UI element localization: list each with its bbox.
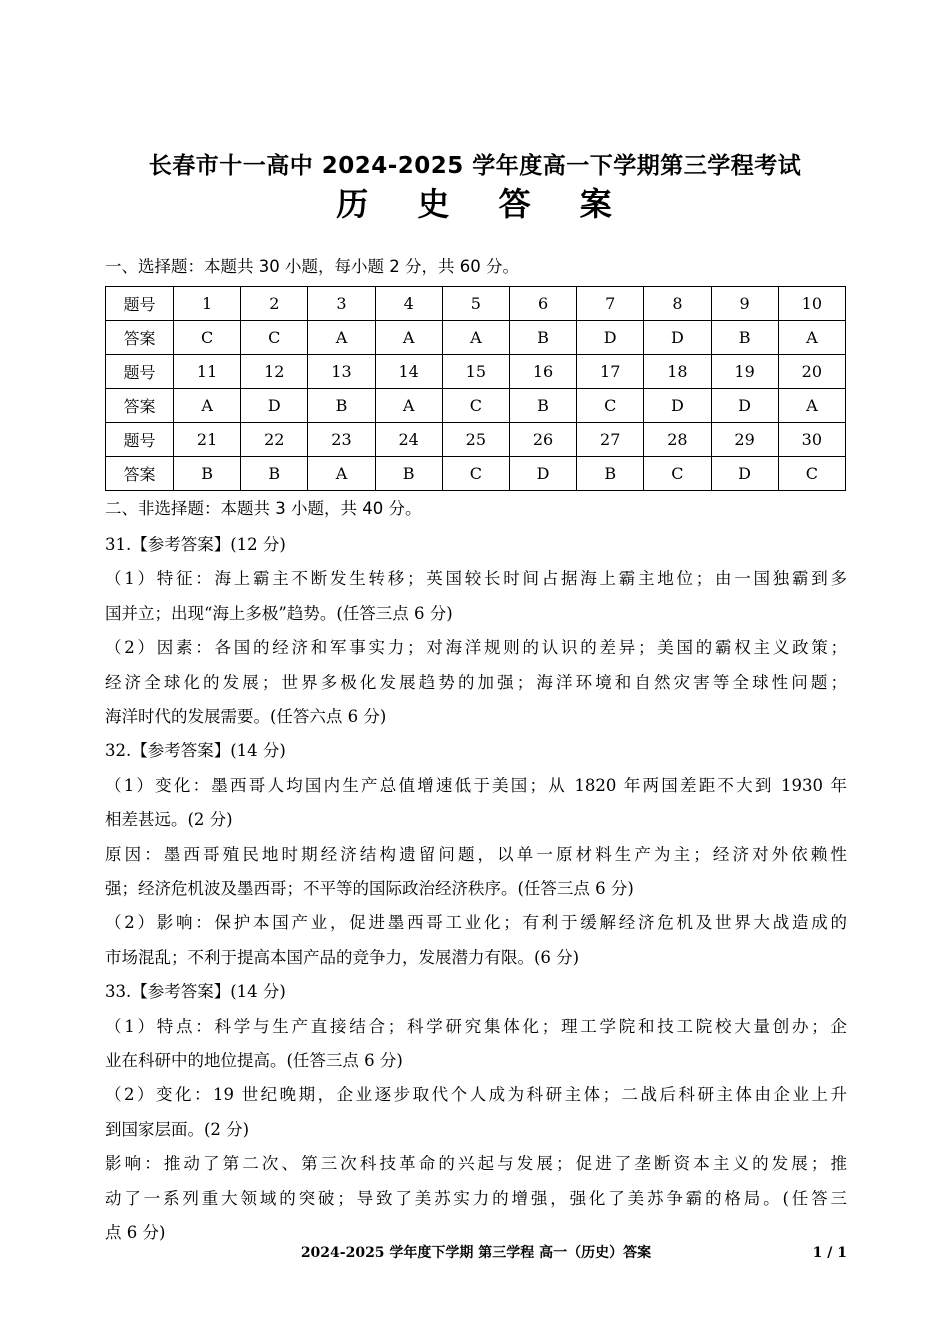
answer-cell: C <box>644 457 711 491</box>
question-number-cell: 28 <box>644 423 711 457</box>
subject-answer-title: 历 史 答 案 <box>336 185 614 223</box>
answer-text-line: 国并立；出现“海上多极”趋势。(任答三点 6 分) <box>105 603 453 623</box>
answer-cell: A <box>778 389 845 423</box>
answer-text-line: 到国家层面。(2 分) <box>105 1119 250 1139</box>
question-number-cell: 8 <box>644 287 711 321</box>
answer-cell: A <box>778 321 845 355</box>
question-number-cell: 14 <box>375 355 442 389</box>
answer-cell: D <box>644 389 711 423</box>
answer-text-line: 点 6 分) <box>105 1222 166 1242</box>
question-number-cell: 1 <box>174 287 241 321</box>
page-footer <box>105 1240 847 1266</box>
answer-cell: D <box>711 389 778 423</box>
question-number-cell: 30 <box>778 423 845 457</box>
answer-row <box>106 389 846 423</box>
multiple-choice-answer-table <box>105 286 846 491</box>
answer-text-line: 31.【参考答案】(12 分) <box>105 535 286 554</box>
answer-cell: D <box>509 457 576 491</box>
question-number-cell: 19 <box>711 355 778 389</box>
answer-text-line: 影响：推动了第二次、第三次科技革命的兴起与发展；促进了垄断资本主义的发展；推 <box>105 1154 847 1174</box>
answer-cell: C <box>442 389 509 423</box>
answer-cell: A <box>375 389 442 423</box>
question-number-cell: 16 <box>509 355 576 389</box>
answer-cell: A <box>308 321 375 355</box>
answer-text-line: （1）特点：科学与生产直接结合；科学研究集体化；理工学院和技工院校大量创办；企 <box>105 1016 847 1036</box>
question-number-cell: 26 <box>509 423 576 457</box>
question-number-cell: 5 <box>442 287 509 321</box>
question-number-cell: 12 <box>241 355 308 389</box>
question-number-cell: 7 <box>577 287 644 321</box>
answer-cell: D <box>711 457 778 491</box>
question-number-row <box>106 423 846 457</box>
answer-cell: B <box>509 389 576 423</box>
question-number-cell: 3 <box>308 287 375 321</box>
answer-text-line: （2）影响：保护本国产业，促进墨西哥工业化；有利于缓解经济危机及世界大战造成的 <box>105 913 847 933</box>
answer-text-line: 经济全球化的发展；世界多极化发展趋势的加强；海洋环境和自然灾害等全球性问题； <box>105 672 847 692</box>
answer-cell: D <box>241 389 308 423</box>
page-number: 1 / 1 <box>812 1245 847 1261</box>
question-number-cell: 2 <box>241 287 308 321</box>
answer-text-line: 业在科研中的地位提高。(任答三点 6 分) <box>105 1050 403 1070</box>
question-number-cell: 27 <box>577 423 644 457</box>
question-number-cell: 6 <box>509 287 576 321</box>
answer-cell: A <box>174 389 241 423</box>
answer-text-line: （2）变化：19 世纪晚期，企业逐步取代个人成为科研主体；二战后科研主体由企业上升 <box>105 1085 847 1105</box>
exam-title: 长春市十一高中 2024-2025 学年度高一下学期第三学程考试 <box>148 153 802 179</box>
question-number-cell: 21 <box>174 423 241 457</box>
row-label-question-number: 题号 <box>106 423 174 457</box>
question-number-cell: 17 <box>577 355 644 389</box>
answer-cell: D <box>577 321 644 355</box>
answer-cell: A <box>375 321 442 355</box>
row-label-answer: 答案 <box>106 457 174 491</box>
question-number-cell: 24 <box>375 423 442 457</box>
question-number-cell: 9 <box>711 287 778 321</box>
answer-cell: B <box>509 321 576 355</box>
question-number-cell: 11 <box>174 355 241 389</box>
row-label-question-number: 题号 <box>106 287 174 321</box>
answer-cell: B <box>174 457 241 491</box>
answer-text-line: 原因：墨西哥殖民地时期经济结构遗留问题，以单一原材料生产为主；经济对外依赖性 <box>105 844 847 864</box>
row-label-answer: 答案 <box>106 389 174 423</box>
answer-text-line: 市场混乱；不利于提高本国产品的竞争力，发展潜力有限。(6 分) <box>105 947 580 967</box>
answer-text-line: 33.【参考答案】(14 分) <box>105 982 286 1002</box>
footer-caption: 2024-2025 学年度下学期 第三学程 高一（历史）答案 <box>300 1245 652 1261</box>
question-number-cell: 22 <box>241 423 308 457</box>
answer-cell: B <box>241 457 308 491</box>
answer-cell: C <box>241 321 308 355</box>
answer-cell: C <box>174 321 241 355</box>
section-2-heading: 二、非选择题：本题共 3 小题，共 40 分。 <box>105 499 422 518</box>
question-number-cell: 29 <box>711 423 778 457</box>
answer-text-line: （2）因素：各国的经济和军事实力；对海洋规则的认识的差异；美国的霸权主义政策； <box>105 638 847 658</box>
answer-text-line: 海洋时代的发展需要。(任答六点 6 分) <box>105 706 387 726</box>
answer-text-line: 32.【参考答案】(14 分) <box>105 741 286 761</box>
question-number-cell: 15 <box>442 355 509 389</box>
question-number-cell: 18 <box>644 355 711 389</box>
question-number-cell: 13 <box>308 355 375 389</box>
answer-text-line: 相差甚远。(2 分) <box>105 810 233 830</box>
section-1-heading: 一、选择题：本题共 30 小题，每小题 2 分，共 60 分。 <box>105 257 519 276</box>
answer-cell: B <box>308 389 375 423</box>
answer-text-line: 强；经济危机波及墨西哥；不平等的国际政治经济秩序。(任答三点 6 分) <box>105 878 634 898</box>
answer-cell: D <box>644 321 711 355</box>
question-number-cell: 10 <box>778 287 845 321</box>
answer-text-line: （1）变化：墨西哥人均国内生产总值增速低于美国；从 1820 年两国差距不大到 1930 年 <box>105 775 847 795</box>
essay-answers <box>105 528 847 1250</box>
question-number-cell: 23 <box>308 423 375 457</box>
answer-cell: C <box>442 457 509 491</box>
question-number-row <box>106 355 846 389</box>
question-number-row <box>106 287 846 321</box>
answer-cell: B <box>711 321 778 355</box>
answer-cell: B <box>375 457 442 491</box>
question-number-cell: 20 <box>778 355 845 389</box>
row-label-question-number: 题号 <box>106 355 174 389</box>
answer-text-line: 动了一系列重大领域的突破；导致了美苏实力的增强，强化了美苏争霸的格局。(任答三 <box>105 1188 847 1208</box>
answer-cell: A <box>442 321 509 355</box>
row-label-answer: 答案 <box>106 321 174 355</box>
answer-cell: C <box>778 457 845 491</box>
answer-text-line: （1）特征：海上霸主不断发生转移；英国较长时间占据海上霸主地位；由一国独霸到多 <box>105 569 847 589</box>
question-number-cell: 4 <box>375 287 442 321</box>
answer-row <box>106 457 846 491</box>
answer-cell: A <box>308 457 375 491</box>
question-number-cell: 25 <box>442 423 509 457</box>
answer-cell: C <box>577 389 644 423</box>
answer-cell: B <box>577 457 644 491</box>
answer-row <box>106 321 846 355</box>
